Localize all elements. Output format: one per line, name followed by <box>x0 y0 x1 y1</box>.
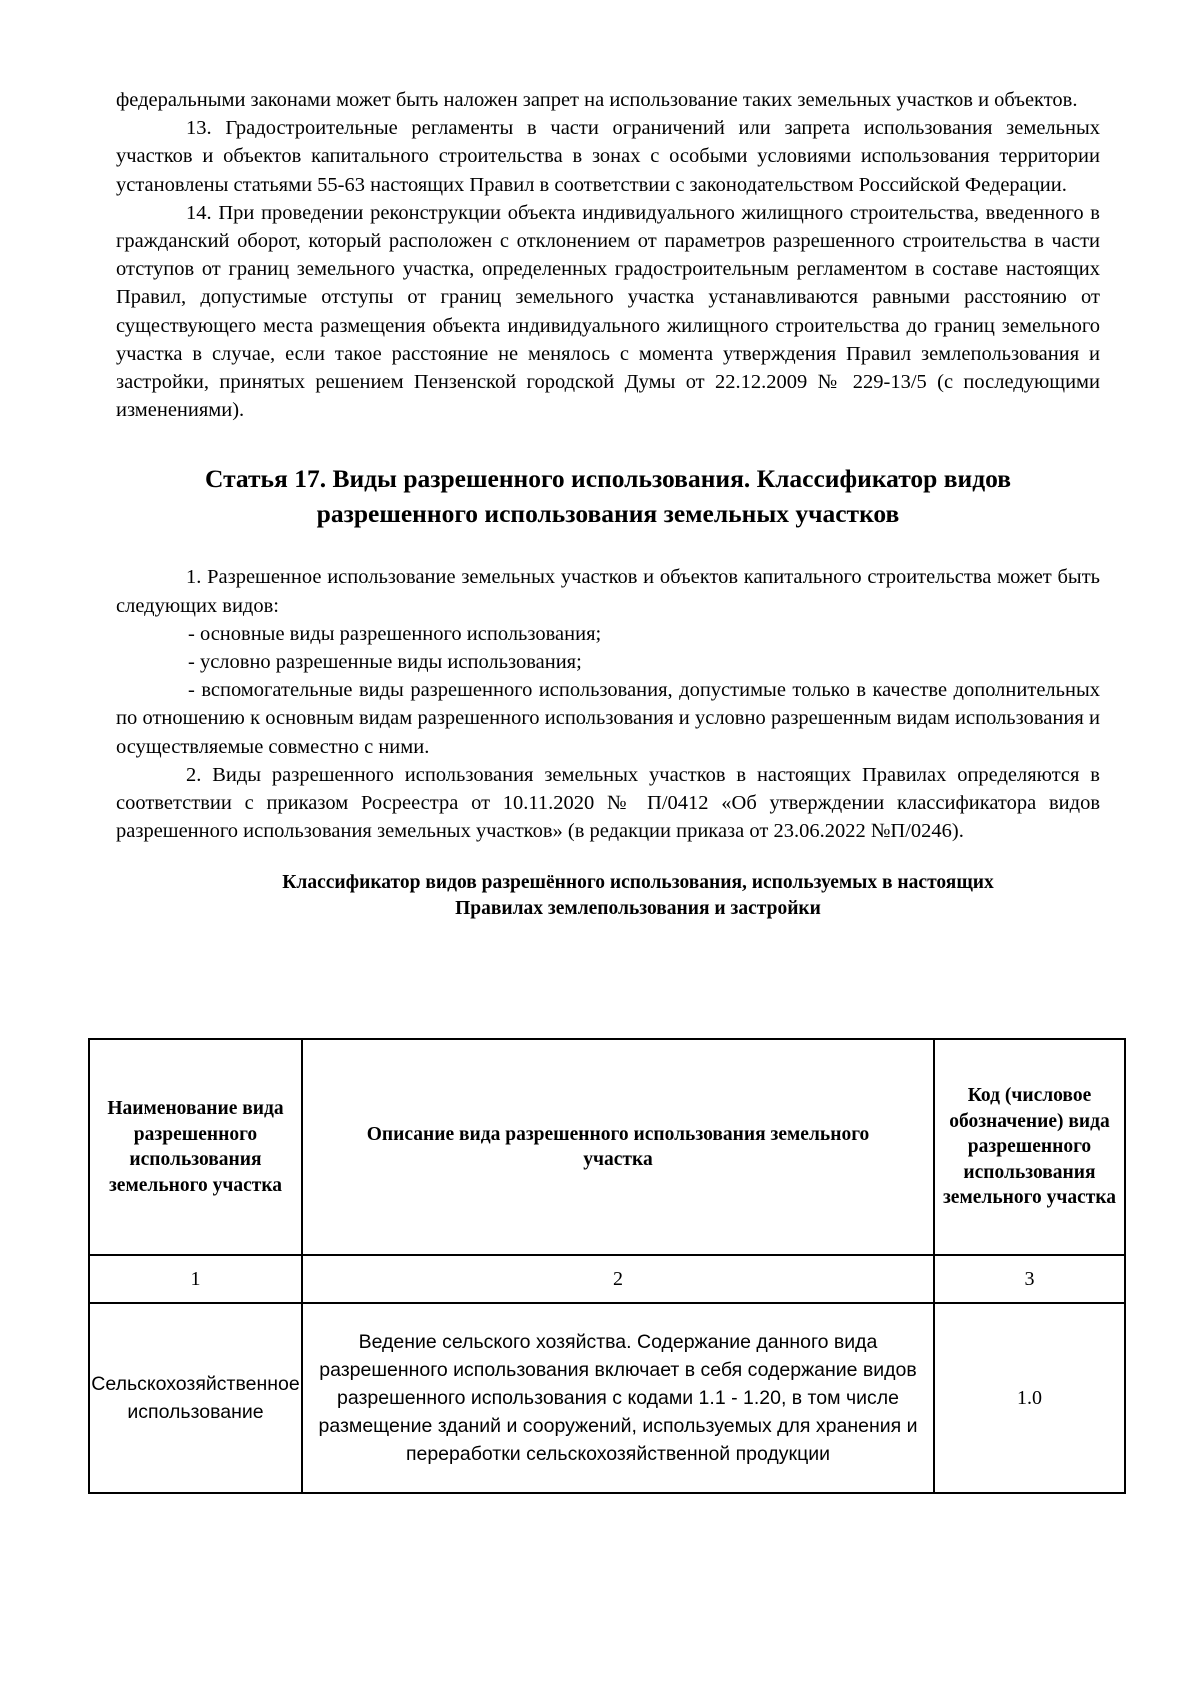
article-paragraph-2: 2. Виды разрешенного использования земельных участков в настоящих Правилах определяются в соответствии с приказом Росреестра от 10.11.2020 № П/0412 «Об утверждении классификатора видов разрешенного использования земельных участков» (в редакции приказа от 23.06.2022 №П/0246). <box>116 763 1100 843</box>
classifier-table <box>88 1038 1126 1494</box>
header-name: Наименование вида разрешенного использования земельного участка <box>89 1039 302 1255</box>
table-caption <box>116 870 1100 922</box>
list-item: - условно разрешенные виды использования; <box>188 651 582 674</box>
article-heading-line1: Статья 17. Виды разрешенного использования. Классификатор видов <box>205 464 1011 494</box>
paragraph-13: 13. Градостроительные регламенты в части ограничений или запрета использования земельных участков и объектов капитального строительства в зонах с особыми условиями использования территории установлены статьями 55-63 настоящих Правил в соответствии с законодательством Российской Федерации. <box>116 117 1100 196</box>
document-page <box>116 86 1100 922</box>
cell-code: 1.0 <box>934 1303 1125 1493</box>
article-paragraph-1: 1. Разрешенное использование земельных участков и объектов капитального строительства может быть следующих видов: <box>116 566 1100 617</box>
paragraph-continuation: федеральными законами может быть наложен запрет на использование таких земельных участков и объектов. <box>116 89 1078 111</box>
column-number: 2 <box>302 1255 934 1303</box>
table-header-row <box>89 1039 1125 1255</box>
column-number: 3 <box>934 1255 1125 1303</box>
list-item: - основные виды разрешенного использования; <box>188 622 602 645</box>
table-caption-line2: Правилах землепользования и застройки <box>455 898 821 920</box>
header-description: Описание вида разрешенного использования земельного участка <box>302 1039 934 1255</box>
column-number-row <box>89 1255 1125 1303</box>
table-caption-line1: Классификатор видов разрешённого использования, используемых в настоящих <box>282 872 994 894</box>
paragraph-14: 14. При проведении реконструкции объекта индивидуального жилищного строительства, введенного в гражданский оборот, который расположен с отклонением от параметров разрешенного строительства в части отступов от границ земельного участка, определенных градостроительным регламентом в составе настоящих Правил, допустимые отступы от границ земельного участка устанавливаются равными расстоянию от существующего места размещения объекта индивидуального жилищного строительства до границ земельного участка в случае, если такое расстояние не менялось с момента утверждения Правил землепользования и застройки, принятых решением Пензенской городской Думы от 22.12.2009 № 229-13/5 (с последующими изменениями). <box>116 201 1100 422</box>
header-code: Код (числовое обозначение) вида разрешенного использования земельного участка <box>934 1039 1125 1255</box>
column-number: 1 <box>89 1255 302 1303</box>
article-heading-line2: разрешенного использования земельных участков <box>316 499 900 529</box>
list-item: - вспомогательные виды разрешенного использования, допустимые только в качестве дополнительных по отношению к основным видам разрешенного использования и условно разрешенным видам использования и осуществляемые совместно с ними. <box>116 679 1100 758</box>
cell-name: Сельскохозяйственное использование <box>89 1303 302 1493</box>
article-heading <box>116 461 1100 531</box>
table-row <box>89 1303 1125 1493</box>
cell-description: Ведение сельского хозяйства. Содержание данного вида разрешенного использования включает в себя содержание видов разрешенного использования с кодами 1.1 - 1.20, в том числе размещение зданий и сооружений, используемых для хранения и переработки сельскохозяйственной продукции <box>302 1303 934 1493</box>
